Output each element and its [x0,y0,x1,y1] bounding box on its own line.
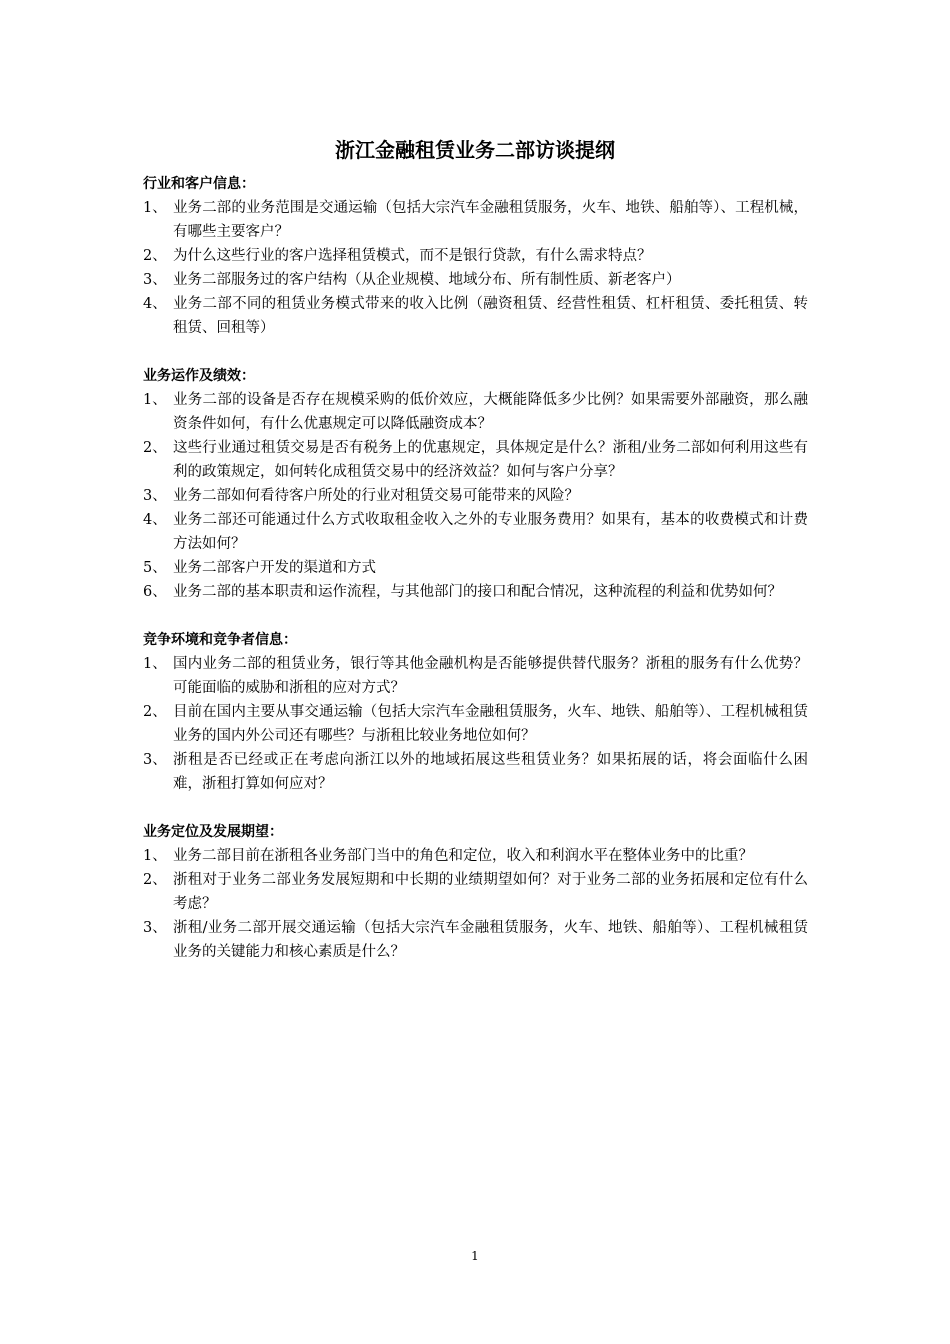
item-number: 3、 [143,488,167,504]
list-item [143,652,808,700]
list-item [143,436,808,484]
item-text: 浙租/业务二部开展交通运输（包括大宗汽车金融租赁服务，火车、地铁、船舶等）、工程机械租赁业务的关键能力和核心素质是什么？ [173,920,808,960]
question-list [143,844,808,964]
section-heading: 行业和客户信息： [143,176,255,192]
list-item [143,268,808,292]
item-text: 这些行业通过租赁交易是否有税务上的优惠规定，具体规定是什么？浙租/业务二部如何利用这些有利的政策规定，如何转化成租赁交易中的经济效益？如何与客户分享？ [173,440,808,480]
item-text: 业务二部服务过的客户结构（从企业规模、地域分布、所有制性质、新老客户） [173,272,681,288]
list-item [143,700,808,748]
list-item [143,580,808,604]
list-item [143,748,808,796]
section-heading: 业务定位及发展期望： [143,824,283,840]
item-number: 2、 [143,248,167,264]
question-list [143,196,808,340]
item-number: 5、 [143,560,167,576]
list-item [143,916,808,964]
question-list [143,652,808,796]
item-text: 目前在国内主要从事交通运输（包括大宗汽车金融租赁服务，火车、地铁、船舶等）、工程机械租赁业务的国内外公司还有哪些？与浙租比较业务地位如何？ [173,704,808,744]
item-number: 2、 [143,440,167,456]
item-text: 业务二部不同的租赁业务模式带来的收入比例（融资租赁、经营性租赁、杠杆租赁、委托租赁、转租赁、回租等） [173,296,808,336]
section-heading: 业务运作及绩效： [143,368,255,384]
list-item [143,844,808,868]
item-number: 1、 [143,392,167,408]
list-item [143,292,808,340]
item-number: 2、 [143,704,167,720]
item-number: 3、 [143,752,167,768]
list-item [143,484,808,508]
document-body [143,172,808,988]
list-item [143,868,808,916]
item-number: 4、 [143,512,167,528]
list-item [143,196,808,244]
page-title: 浙江金融租赁业务二部访谈提纲 [335,138,615,163]
item-text: 业务二部的设备是否存在规模采购的低价效应，大概能降低多少比例？如果需要外部融资，那么融资条件如何，有什么优惠规定可以降低融资成本？ [173,392,808,432]
item-text: 业务二部客户开发的渠道和方式 [173,560,376,576]
item-number: 4、 [143,296,167,312]
list-item [143,244,808,268]
item-number: 6、 [143,584,167,600]
item-number: 3、 [143,272,167,288]
section-heading: 竞争环境和竞争者信息： [143,632,297,648]
list-item [143,508,808,556]
item-number: 1、 [143,848,167,864]
item-number: 1、 [143,200,167,216]
item-text: 业务二部的业务范围是交通运输（包括大宗汽车金融租赁服务，火车、地铁、船舶等）、工程机械，有哪些主要客户？ [173,200,808,240]
section [143,820,808,964]
item-text: 业务二部还可能通过什么方式收取租金收入之外的专业服务费用？如果有，基本的收费模式和计费方法如何？ [173,512,808,552]
item-text: 浙租是否已经或正在考虑向浙江以外的地域拓展这些租赁业务？如果拓展的话，将会面临什么困难，浙租打算如何应对？ [173,752,808,792]
list-item [143,388,808,436]
item-text: 业务二部的基本职责和运作流程，与其他部门的接口和配合情况，这种流程的利益和优势如何？ [173,584,782,600]
question-list [143,388,808,604]
section [143,364,808,604]
page-number: 1 [471,1249,479,1263]
item-number: 2、 [143,872,167,888]
item-text: 业务二部目前在浙租各业务部门当中的角色和定位，收入和利润水平在整体业务中的比重？ [173,848,753,864]
item-text: 浙租对于业务二部业务发展短期和中长期的业绩期望如何？对于业务二部的业务拓展和定位有什么考虑？ [173,872,808,912]
section [143,628,808,796]
item-text: 国内业务二部的租赁业务，银行等其他金融机构是否能够提供替代服务？浙租的服务有什么优势？可能面临的威胁和浙租的应对方式？ [173,656,808,696]
list-item [143,556,808,580]
item-number: 1、 [143,656,167,672]
item-number: 3、 [143,920,167,936]
item-text: 业务二部如何看待客户所处的行业对租赁交易可能带来的风险？ [173,488,579,504]
section [143,172,808,340]
item-text: 为什么这些行业的客户选择租赁模式，而不是银行贷款，有什么需求特点？ [173,248,652,264]
